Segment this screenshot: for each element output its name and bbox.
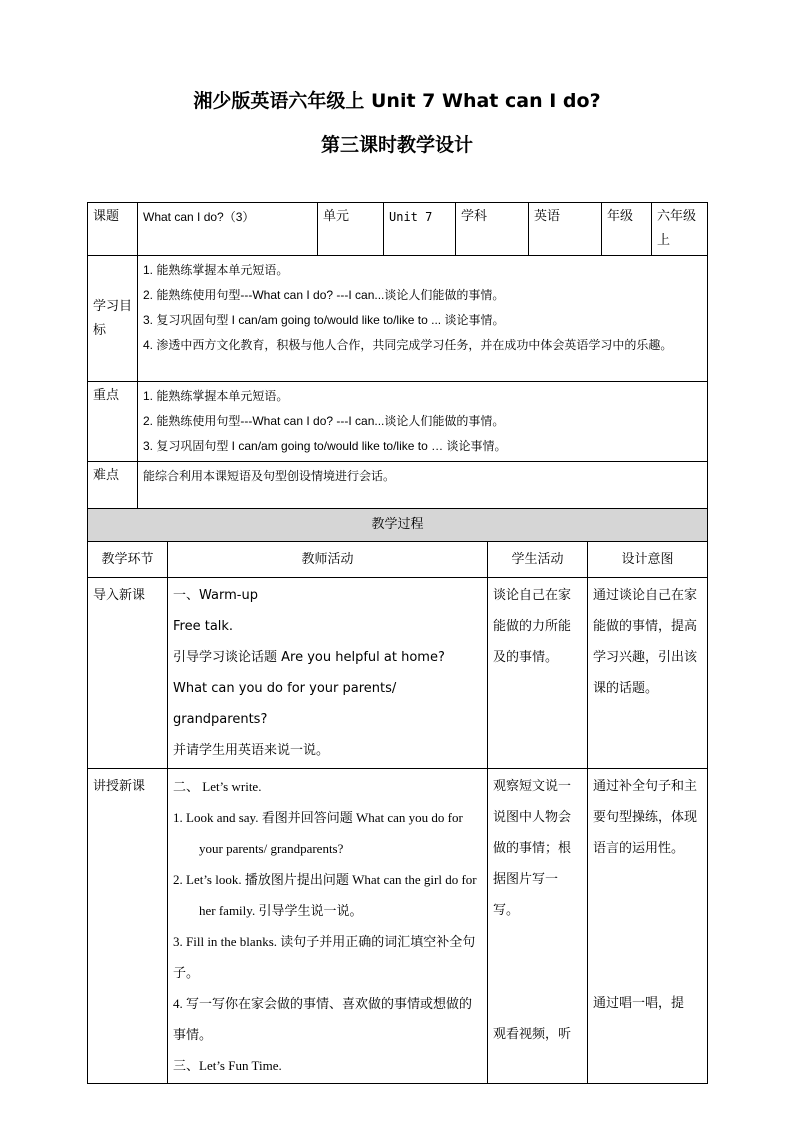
intent-line: 通过唱一唱，提 — [593, 996, 685, 1011]
document-subtitle: 第三课时教学设计 — [320, 134, 473, 156]
teacher-line: 并请学生用英语来说一说。 — [173, 743, 330, 758]
teacher-line: 2. Let’s look. 播放图片提出问题 What can the girl do for her family. 引导学生说一说。 — [173, 872, 477, 918]
lesson-info-table — [87, 202, 708, 513]
col-teacher: 教师活动 — [168, 542, 488, 578]
teacher-line: 引导学习谈论话题 Are you helpful at home? What can you do for your parents/ grandparents? — [173, 650, 445, 727]
teacher-line: 一、Warm-up — [173, 588, 258, 603]
student-line: 观察短文说一说图中人物会做的事情；根据图片写一写。 — [493, 779, 572, 918]
teacher-line: 4. 写一写你在家会做的事情、喜欢做的事情或想做的事情。 — [173, 996, 473, 1042]
student-activity-intro: 谈论自己在家能做的力所能及的事情。 — [488, 578, 588, 769]
goal-item: 3. 复习巩固句型 I can/am going to/would like to/like to ... 谈论事情。 — [143, 313, 505, 327]
stage-new: 讲授新课 — [88, 769, 168, 1084]
document-title: 湘少版英语六年级上 Unit 7 What can I do? — [193, 90, 601, 112]
teacher-line: 三、Let’s Fun Time. — [173, 1058, 282, 1073]
teacher-activity-intro — [168, 578, 488, 769]
intent-line: 通过补全句子和主要句型操练，体现语言的运用性。 — [593, 779, 698, 856]
col-intent: 设计意图 — [588, 542, 708, 578]
key-point-item: 2. 能熟练使用句型---What can I do? ---I can...谈论人们能做的事情。 — [143, 414, 505, 428]
col-student: 学生活动 — [488, 542, 588, 578]
subject-label: 学科 — [456, 203, 529, 256]
key-points-content — [138, 382, 708, 462]
teacher-line: Free talk. — [173, 619, 234, 634]
difficulty-text: 能综合利用本课短语及句型创设情境进行会话。 — [138, 462, 708, 513]
teacher-line: 3. Fill in the blanks. 读句子并用正确的词汇填空补全句子。 — [173, 934, 476, 980]
design-intent-new — [588, 769, 708, 1084]
col-stage: 教学环节 — [88, 542, 168, 578]
key-points-label: 重点 — [88, 382, 138, 462]
student-line: 观看视频，听 — [493, 1027, 572, 1042]
topic-value: What can I do?（3） — [138, 203, 318, 256]
goals-label: 学习目标 — [88, 256, 138, 382]
grade-value: 六年级上 — [652, 203, 708, 256]
unit-label: 单元 — [318, 203, 384, 256]
teaching-process-table — [87, 508, 708, 1084]
grade-label: 年级 — [602, 203, 652, 256]
goal-item: 2. 能熟练使用句型---What can I do? ---I can...谈论人们能做的事情。 — [143, 288, 505, 302]
process-header: 教学过程 — [88, 509, 708, 542]
key-point-item: 3. 复习巩固句型 I can/am going to/would like to/like to … 谈论事情。 — [143, 439, 507, 453]
student-activity-new — [488, 769, 588, 1084]
goal-item: 4. 渗透中西方文化教育，积极与他人合作，共同完成学习任务，并在成功中体会英语学习中的乐趣。 — [143, 338, 673, 352]
difficulty-label: 难点 — [88, 462, 138, 513]
design-intent-intro: 通过谈论自己在家能做的事情，提高学习兴趣，引出该课的话题。 — [588, 578, 708, 769]
teacher-activity-new — [168, 769, 488, 1084]
topic-label: 课题 — [88, 203, 138, 256]
key-point-item: 1. 能熟练掌握本单元短语。 — [143, 389, 289, 403]
stage-intro: 导入新课 — [88, 578, 168, 769]
teacher-line: 1. Look and say. 看图并回答问题 What can you do for your parents/ grandparents? — [173, 810, 463, 856]
unit-value: Unit 7 — [384, 203, 456, 256]
goal-item: 1. 能熟练掌握本单元短语。 — [143, 263, 289, 277]
teacher-line: 二、 Let’s write. — [173, 779, 262, 794]
goals-content — [138, 256, 708, 382]
subject-value: 英语 — [529, 203, 602, 256]
